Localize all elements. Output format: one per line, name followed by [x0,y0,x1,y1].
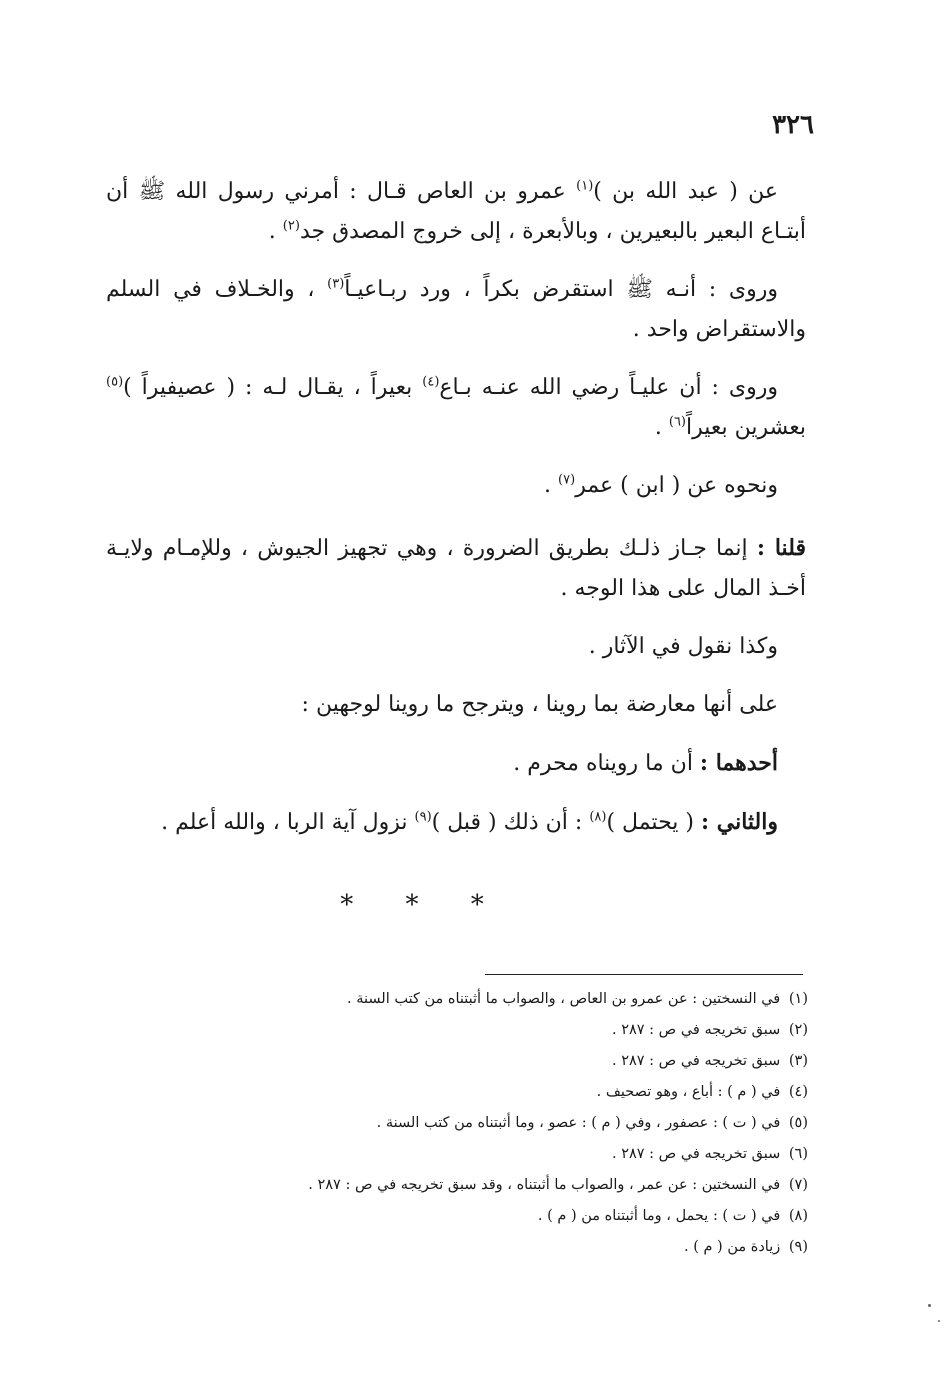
paragraph [106,627,806,667]
text-run: وروى : أن عليـاً رضي الله عنـه بـاع [439,375,778,400]
paragraph-lead: والثاني : [700,809,778,835]
footnote-text: في النسختين : عن عمر ، والصواب ما أثبتناه ، وقد سبق تخريجه في ص : ٢٨٧ . [308,1177,781,1193]
paragraph [106,802,806,843]
scan-speck [928,1304,931,1307]
footnote-number: (١) [788,991,808,1007]
footnote [208,1170,808,1201]
paragraph [106,466,806,506]
footnote-text: سبق تخريجه في ص : ٢٨٧ . [611,1022,781,1038]
text-run: وروى : أنـه ﷺ استقرض بكراً ، ورد ربـاعيـاً [344,277,779,302]
footnote-text: سبق تخريجه في ص : ٢٨٧ . [611,1146,781,1162]
footnote-reference: (٩) [414,809,432,825]
footnote [208,1015,808,1046]
footnote-text: في ( م ) : أباع ، وهو تصحيف . [596,1084,781,1100]
text-run: : أن ذلك ( قبل ) [431,810,590,835]
paragraph [106,528,806,609]
footnotes [208,984,808,1263]
footnote [208,1077,808,1108]
footnote [208,1139,808,1170]
footnote-reference: (١) [576,178,594,194]
footnote-text: في ( ت ) : يحمل ، وما أثبتناه من ( م ) . [537,1208,781,1224]
text-run: . [268,219,283,244]
main-text [106,172,806,861]
paragraph-lead: أحدهما : [699,750,778,776]
footnote-reference: (٨) [589,809,607,825]
text-run: نزول آية الربا ، والله أعلم . [161,810,415,835]
footnote-reference: (٣) [327,276,345,292]
footnote-number: (٨) [788,1208,808,1224]
footnote-text: في ( ت ) : عصفور ، وفي ( م ) : عصو ، وما أثبتناه من كتب السنة . [376,1115,781,1131]
footnote-text: في النسختين : عن عمرو بن العاص ، والصواب ما أثبتناه من كتب السنة . [346,991,781,1007]
text-run: إنما جـاز ذلـك بطريق الضرورة ، وهي تجهيز الجيوش ، وللإمـام ولايـة أخـذ المال على هذا الوجه . [106,536,806,601]
footnote-reference: (٥) [106,374,124,390]
text-run: بعشرين بعيراً [686,415,806,440]
footnote [208,984,808,1015]
text-run: وكذا نقول في الآثار . [588,634,778,659]
footnote-number: (٥) [788,1115,808,1131]
text-run: ونحوه عن ( ابن ) عمر [575,473,778,498]
footnote [208,1108,808,1139]
paragraph [106,270,806,350]
section-separator: * * * [340,890,506,920]
footnote-number: (٩) [788,1239,808,1255]
paragraph [106,172,806,252]
footnote-number: (٧) [788,1177,808,1193]
paragraph [106,368,806,448]
footnote-reference: (٧) [558,472,576,488]
text-run: بعيراً ، يقـال لـه : ( عصيفيراً ) [123,375,423,400]
footnote-reference: (٦) [668,414,686,430]
text-run: ، والخـلاف في السلم والاستقراض واحد . [106,277,806,342]
text-run: عمرو بن العاص قـال : أمرني رسول الله ﷺ أن أبتـاع البعير بالبعيرين ، وبالأبعرة ، إلى خروج المصدق جد [106,179,806,244]
footnote-divider [485,974,803,975]
footnote-number: (٣) [788,1053,808,1069]
footnote-reference: (٢) [282,218,300,234]
text-run: . [544,473,559,498]
footnote [208,1046,808,1077]
paragraph [106,743,806,784]
paragraph [106,685,806,725]
footnote-number: (٤) [788,1084,808,1100]
footnote-text: زيادة من ( م ) . [683,1239,781,1255]
scan-speck [938,1320,940,1322]
text-run: . [654,415,669,440]
footnote [208,1201,808,1232]
text-run: أن ما رويناه محرم . [513,751,700,776]
footnote-number: (٢) [788,1022,808,1038]
footnote-reference: (٤) [422,374,440,390]
footnote-text: سبق تخريجه في ص : ٢٨٧ . [611,1053,781,1069]
footnote [208,1232,808,1263]
text-run: عن ( عبد الله بن ) [593,179,778,204]
page-number: ٣٢٦ [772,110,814,140]
text-run: على أنها معارضة بما روينا ، ويترجح ما روينا لوجهين : [301,692,778,717]
paragraph-lead: قلنا : [756,535,806,561]
footnote-number: (٦) [788,1146,808,1162]
text-run: ( يحتمل ) [606,810,701,835]
